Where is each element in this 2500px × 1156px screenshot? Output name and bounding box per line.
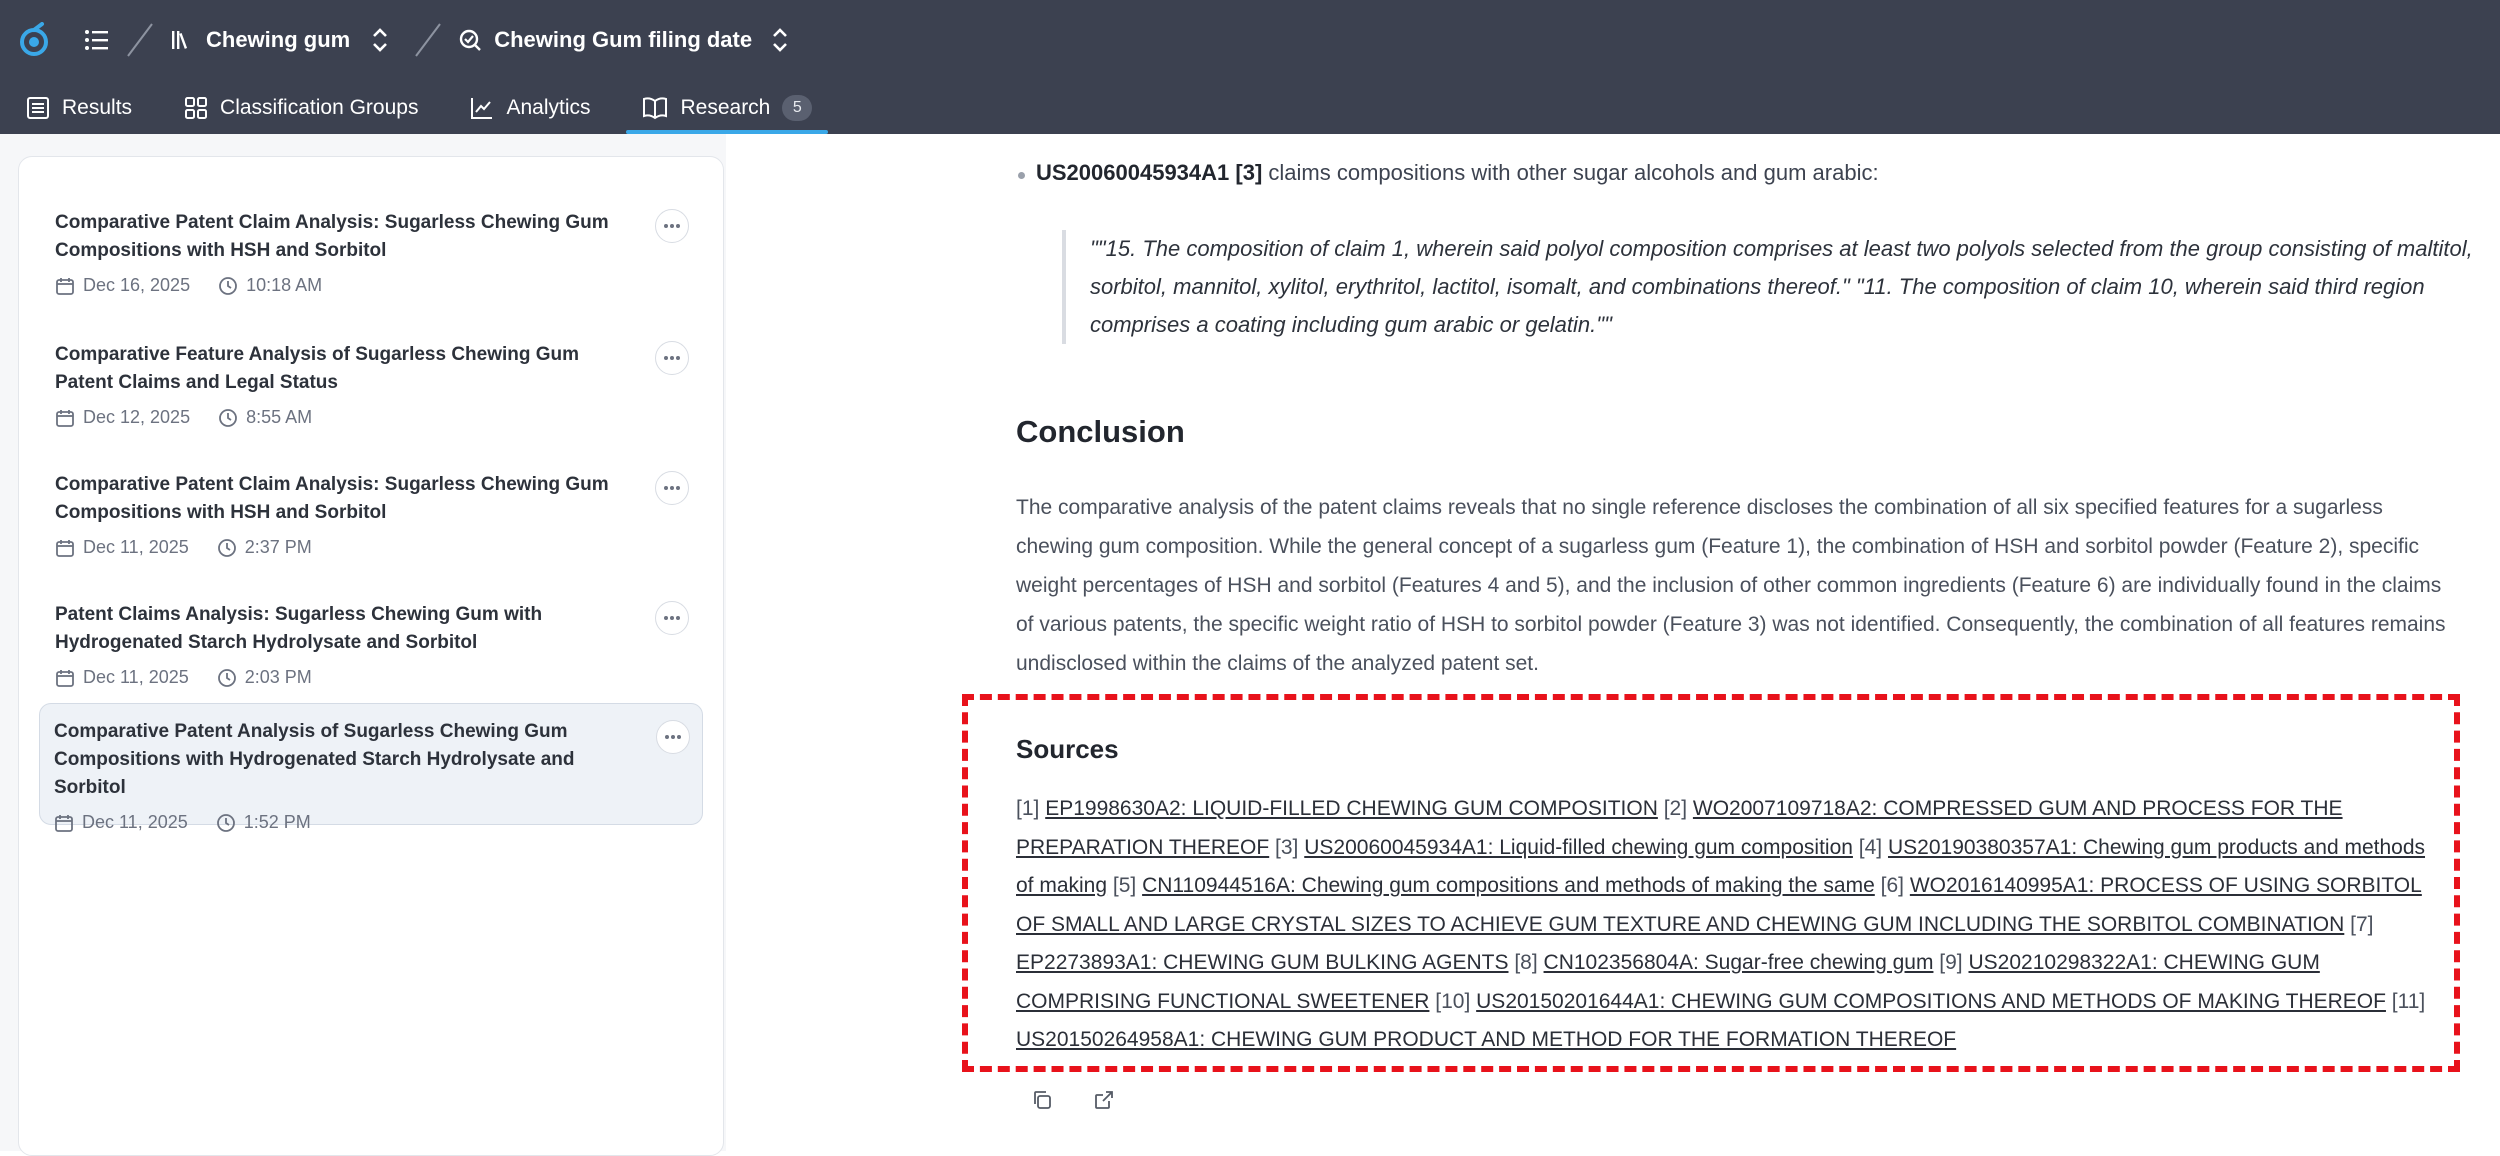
source-number: [8] bbox=[1514, 951, 1538, 974]
external-link-icon bbox=[1093, 1089, 1115, 1111]
clock-icon bbox=[218, 408, 238, 428]
research-item[interactable] bbox=[41, 325, 701, 443]
research-report bbox=[726, 134, 2500, 1151]
conclusion-heading: Conclusion bbox=[1016, 414, 1185, 449]
more-options-button[interactable] bbox=[655, 601, 689, 635]
calendar-icon bbox=[55, 668, 75, 688]
tab-results[interactable] bbox=[0, 82, 158, 134]
source-number: [2] bbox=[1663, 797, 1688, 820]
source-number: [6] bbox=[1880, 874, 1904, 897]
research-item-selected[interactable] bbox=[39, 703, 703, 832]
grid-icon bbox=[184, 96, 208, 120]
view-tabs bbox=[0, 82, 838, 134]
ellipsis-icon bbox=[664, 734, 682, 740]
source-link[interactable]: US20060045934A1: Liquid-filled chewing gum composition bbox=[1304, 835, 1853, 859]
app-logo-icon[interactable] bbox=[14, 20, 54, 60]
research-item-time: 2:37 PM bbox=[244, 537, 312, 557]
copy-icon bbox=[1031, 1089, 1053, 1111]
more-options-button[interactable] bbox=[655, 471, 689, 505]
tab-analytics-label: Analytics bbox=[506, 96, 591, 119]
source-number: [11] bbox=[2391, 989, 2426, 1013]
search-switch-icon[interactable] bbox=[770, 26, 790, 54]
project-switch-icon[interactable] bbox=[370, 26, 390, 54]
tab-classification-groups-label: Classification Groups bbox=[220, 96, 419, 119]
claim-quote: ""15. The composition of claim 1, wherein said polyol composition comprises at least two polyols selected from the group consisting of maltitol, sorbitol, mannitol, xylitol, erythritol, lactitol, isomalt, and combinations thereof." "11. The composition of claim 10, wherein said third region comprises a coating including gum arabic or gelatin."" bbox=[1062, 230, 2490, 344]
copy-button[interactable] bbox=[1026, 1084, 1058, 1116]
saved-search-icon bbox=[456, 28, 484, 52]
breadcrumb-separator-icon bbox=[126, 20, 154, 60]
research-item[interactable] bbox=[41, 585, 701, 703]
claim-bullet-text: claims compositions with other sugar alcohols and gum arabic: bbox=[1262, 160, 1879, 185]
calendar-icon bbox=[55, 276, 75, 296]
source-number: [4] bbox=[1858, 835, 1883, 859]
source-link[interactable]: US20190380357A1: Chewing gum products and methods of making bbox=[1016, 835, 2426, 897]
more-options-button[interactable] bbox=[655, 341, 689, 375]
source-link[interactable]: CN102356804A: Sugar-free chewing gum bbox=[1543, 951, 1934, 974]
research-item-time: 10:18 AM bbox=[246, 275, 323, 295]
research-item-date: Dec 11, 2025 bbox=[83, 667, 189, 687]
research-history-panel bbox=[18, 156, 724, 1156]
conclusion-text: The comparative analysis of the patent claims reveals that no single reference discloses the combination of all six specified features for a sugarless chewing gum composition. While the general concept of a sugarless gum (Feature 1), the combination of HSH and sorbitol powder (Feature 2), specific weight percentages of HSH and sorbitol (Features 4 and 5), and the inclusion of other common ingredients (Feature 6) are individually found in the claims of various patents, the specific weight ratio of HSH to sorbitol powder (Feature 3) was not identified. Consequently, the combination of all features remains undisclosed within the claims of the analyzed patent set. bbox=[1016, 496, 2446, 675]
clock-icon bbox=[217, 668, 237, 688]
tab-results-label: Results bbox=[62, 96, 133, 119]
clock-icon bbox=[216, 813, 236, 833]
source-number: [9] bbox=[1939, 951, 1963, 974]
report-actions bbox=[1026, 1084, 1120, 1116]
ellipsis-icon bbox=[663, 615, 681, 621]
research-item-title: Comparative Patent Claim Analysis: Sugarless Chewing Gum Compositions with HSH and Sorbitol bbox=[55, 212, 609, 261]
sources-heading: Sources bbox=[1016, 734, 1119, 764]
research-item-title: Patent Claims Analysis: Sugarless Chewing Gum with Hydrogenated Starch Hydrolysate and Sorbitol bbox=[55, 604, 543, 653]
search-name[interactable]: Chewing Gum filing date bbox=[494, 27, 753, 52]
tab-analytics[interactable] bbox=[444, 82, 616, 134]
source-link[interactable]: US20210298322A1: CHEWING GUM COMPRISING FUNCTIONAL SWEETENER bbox=[1016, 951, 2320, 1013]
top-header bbox=[0, 0, 2500, 134]
ellipsis-icon bbox=[663, 485, 681, 491]
open-book-icon bbox=[642, 96, 668, 120]
calendar-icon bbox=[54, 813, 74, 833]
research-item-date: Dec 11, 2025 bbox=[82, 812, 188, 832]
source-link[interactable]: US20150201644A1: CHEWING GUM COMPOSITIONS AND METHODS OF MAKING THEREOF bbox=[1476, 989, 2386, 1013]
more-options-button[interactable] bbox=[656, 720, 690, 754]
more-options-button[interactable] bbox=[655, 209, 689, 243]
calendar-icon bbox=[55, 408, 75, 428]
line-chart-icon bbox=[470, 96, 494, 120]
source-link[interactable]: WO2016140995A1: PROCESS OF USING SORBITOL OF SMALL AND LARGE CRYSTAL SIZES TO ACHIEVE GUM TEXTURE AND CHEWING GUM INCLUDING THE SORBITOL COMBINATION bbox=[1016, 874, 2422, 936]
bullet-dot bbox=[1018, 172, 1025, 179]
results-list-icon bbox=[26, 96, 50, 120]
source-number: [10] bbox=[1435, 989, 1471, 1013]
clock-icon bbox=[218, 276, 238, 296]
project-name[interactable]: Chewing gum bbox=[206, 27, 351, 52]
research-item-title: Comparative Feature Analysis of Sugarless Chewing Gum Patent Claims and Legal Status bbox=[55, 344, 580, 393]
source-link[interactable]: US20150264958A1: CHEWING GUM PRODUCT AND METHOD FOR THE FORMATION THEREOF bbox=[1016, 1028, 1957, 1051]
source-link[interactable]: WO2007109718A2: COMPRESSED GUM AND PROCESS FOR THE PREPARATION THEREOF bbox=[1016, 797, 2343, 859]
tab-research-label: Research bbox=[680, 96, 771, 119]
research-item-date: Dec 12, 2025 bbox=[83, 407, 191, 427]
claim-bullet bbox=[1036, 160, 1879, 186]
clock-icon bbox=[217, 538, 237, 558]
breadcrumb-separator-icon bbox=[414, 20, 442, 60]
research-item-time: 8:55 AM bbox=[246, 407, 313, 427]
research-count-badge: 5 bbox=[782, 95, 812, 121]
research-item-time: 2:03 PM bbox=[244, 667, 312, 687]
library-icon bbox=[168, 29, 198, 51]
claim-reference: US20060045934A1 [3] bbox=[1036, 160, 1263, 185]
source-link[interactable]: EP1998630A2: LIQUID-FILLED CHEWING GUM COMPOSITION bbox=[1045, 797, 1658, 820]
tab-research[interactable] bbox=[616, 82, 838, 134]
source-link[interactable]: CN110944516A: Chewing gum compositions and methods of making the same bbox=[1142, 874, 1875, 897]
research-item[interactable] bbox=[41, 455, 701, 573]
list-menu-icon[interactable] bbox=[82, 25, 112, 55]
research-item-title: Comparative Patent Analysis of Sugarless Chewing Gum Compositions with Hydrogenated Starch Hydrolysate and Sorbitol bbox=[54, 721, 575, 798]
research-item-time: 1:52 PM bbox=[243, 812, 311, 832]
sources-list bbox=[1016, 790, 2436, 1060]
source-number: [7] bbox=[2350, 912, 2374, 936]
ellipsis-icon bbox=[663, 223, 681, 229]
research-item-title: Comparative Patent Claim Analysis: Sugarless Chewing Gum Compositions with HSH and Sorbitol bbox=[55, 474, 609, 523]
source-number: [3] bbox=[1275, 835, 1299, 859]
research-item-date: Dec 11, 2025 bbox=[83, 537, 189, 557]
open-external-button[interactable] bbox=[1088, 1084, 1120, 1116]
ellipsis-icon bbox=[663, 355, 681, 361]
source-number: [1] bbox=[1016, 797, 1040, 820]
source-link[interactable]: EP2273893A1: CHEWING GUM BULKING AGENTS bbox=[1016, 951, 1509, 974]
research-item-date: Dec 16, 2025 bbox=[83, 275, 191, 295]
tab-classification-groups[interactable] bbox=[158, 82, 444, 134]
source-number: [5] bbox=[1112, 874, 1137, 897]
calendar-icon bbox=[55, 538, 75, 558]
breadcrumb bbox=[14, 14, 790, 66]
research-item[interactable] bbox=[41, 193, 701, 311]
